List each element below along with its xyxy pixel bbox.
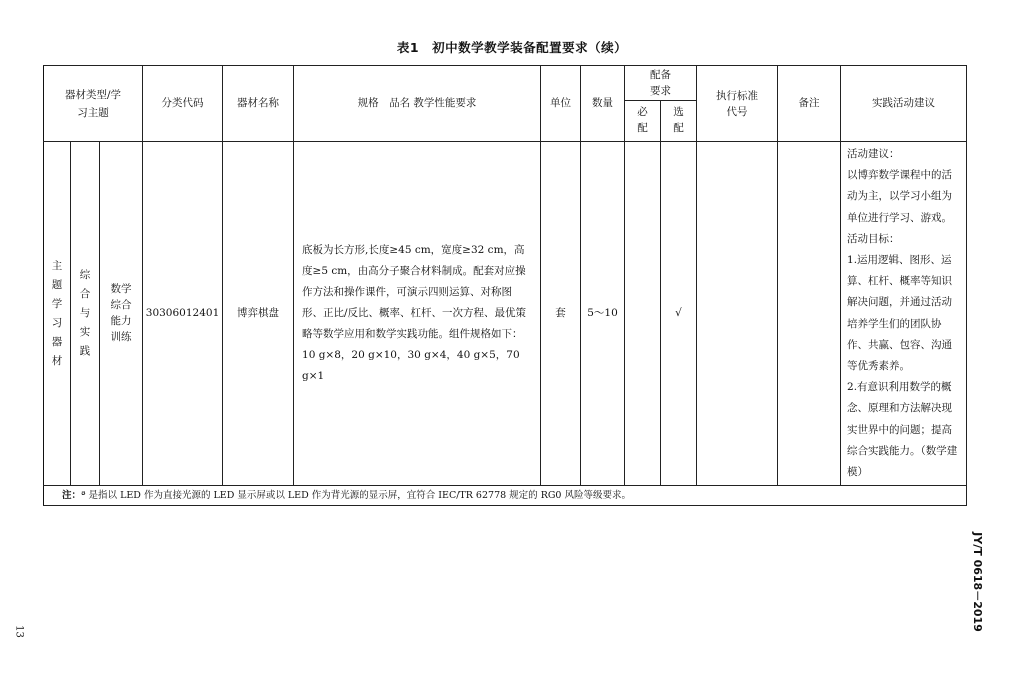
cell-practice: 活动建议： 以博弈数学课程中的活动为主，以学习小组为单位进行学习、游戏。 活动目标： 1.运用逻辑、图形、运算、杠杆、概率等知识解决问题，并通过活动培养学生们的团队协作、共赢、包容、沟通等优秀素养。 2.有意识利用数学的概念、原理和方法解决现实世界中的问题；提高综合实践能力。（数学建模） xyxy=(841,142,967,486)
table-note xyxy=(44,486,967,506)
header-required: 必配 xyxy=(625,101,661,142)
cell-name: 博弈棋盘 xyxy=(223,142,294,486)
header-code: 分类代码 xyxy=(143,66,223,142)
cell-standard xyxy=(697,142,778,486)
cell-remark xyxy=(778,142,841,486)
header-quantity: 数量 xyxy=(581,66,625,142)
cell-optional: √ xyxy=(661,142,697,486)
cell-spec: 底板为长方形,长度≥45 cm，宽度≥32 cm，高度≥5 cm，由高分子聚合材料制成。配套对应操作方法和操作课件，可演示四则运算、对称图形、正比/反比、概率、杠杆、一次方程、最优策略等数学应用和数学实践功能。组件规格如下：10 g×8，20 g×10，30 g×4，40 g×5，70 g×1 xyxy=(294,142,541,486)
header-config: 配备要求 xyxy=(625,66,697,101)
standard-code: JY/T 0618－2019 xyxy=(971,532,984,632)
equipment-table xyxy=(43,65,967,506)
header-standard: 执行标准代号 xyxy=(697,66,778,142)
cell-subtype: 综合与实践 xyxy=(71,142,100,486)
header-category: 器材类型/学习主题 xyxy=(44,66,143,142)
note-label: 注： xyxy=(62,490,82,502)
note-text: ª 是指以 LED 作为直接光源的 LED 显示屏或以 LED 作为背光源的显示屏，宜符合 IEC/TR 62778 规定的 RG0 风险等级要求。 xyxy=(81,490,632,502)
cell-type: 主题学习器材 xyxy=(44,142,71,486)
cell-unit: 套 xyxy=(541,142,581,486)
cell-topic: 数学综合能力训练 xyxy=(100,142,143,486)
header-practice: 实践活动建议 xyxy=(841,66,967,142)
header-remark: 备注 xyxy=(778,66,841,142)
page-number: 13 xyxy=(13,625,25,638)
table-title: 表1 初中数学教学装备配置要求（续） xyxy=(396,40,628,55)
header-optional: 选配 xyxy=(661,101,697,142)
header-unit: 单位 xyxy=(541,66,581,142)
header-spec: 规格 品名 教学性能要求 xyxy=(294,66,541,142)
cell-quantity: 5～10 xyxy=(581,142,625,486)
cell-code: 30306012401 xyxy=(143,142,223,486)
cell-required xyxy=(625,142,661,486)
header-name: 器材名称 xyxy=(223,66,294,142)
